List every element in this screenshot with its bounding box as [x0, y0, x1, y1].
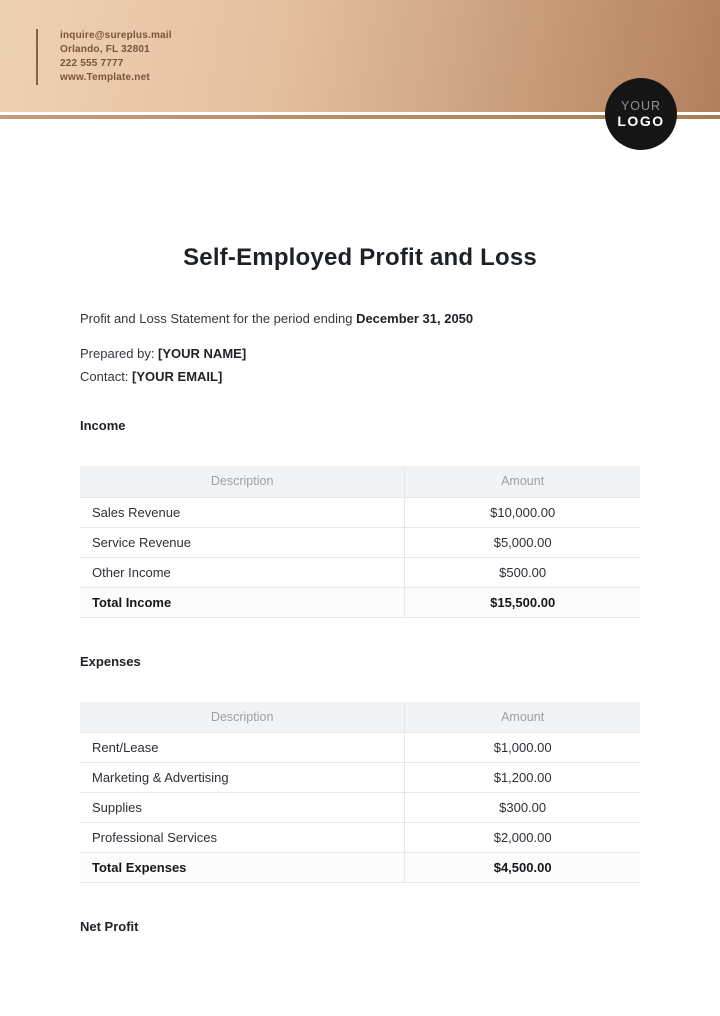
net-profit-section-heading: Net Profit	[80, 919, 139, 934]
prepared-by-label: Prepared by:	[80, 346, 159, 361]
logo-text-logo: LOGO	[617, 113, 665, 129]
description-cell: Service Revenue	[80, 527, 405, 557]
amount-cell: $500.00	[405, 557, 640, 587]
page-title: Self-Employed Profit and Loss	[183, 244, 537, 271]
prepared-by-value: [YOUR NAME]	[158, 346, 247, 361]
contact-block	[36, 29, 172, 85]
description-cell: Sales Revenue	[80, 497, 405, 527]
contact-divider-line	[36, 29, 38, 85]
logo-text-your: YOUR	[620, 99, 662, 113]
amount-cell: $5,000.00	[405, 527, 640, 557]
period-statement	[80, 311, 640, 327]
contact-lines	[60, 29, 172, 85]
amount-cell: $4,500.00	[405, 853, 640, 883]
period-statement-label: Profit and Loss Statement for the period ending	[80, 311, 357, 326]
income-section-heading: Income	[80, 418, 126, 433]
description-cell: Marketing & Advertising	[80, 763, 405, 793]
description-cell: Other Income	[80, 557, 405, 587]
total-row	[80, 853, 640, 883]
company-logo	[605, 78, 677, 150]
contact-label: Contact:	[80, 369, 133, 384]
column-header: Description	[80, 466, 405, 497]
period-end-date: December 31, 2050	[356, 311, 474, 326]
description-cell: Total Expenses	[80, 853, 405, 883]
amount-cell: $300.00	[405, 793, 640, 823]
description-cell: Professional Services	[80, 823, 405, 853]
table-row	[80, 557, 640, 587]
table-row	[80, 793, 640, 823]
income-table-header-row	[80, 466, 640, 497]
column-header: Description	[80, 702, 405, 733]
contact-address: Orlando, FL 32801	[60, 44, 150, 55]
expenses-table-header-row	[80, 702, 640, 733]
table-row	[80, 733, 640, 763]
table-row	[80, 527, 640, 557]
expenses-section-heading: Expenses	[80, 653, 141, 669]
amount-cell: $10,000.00	[405, 497, 640, 527]
contact-value: [YOUR EMAIL]	[132, 369, 223, 384]
column-header: Amount	[405, 702, 640, 733]
contact-website: www.Template.net	[60, 72, 150, 83]
expenses-table	[80, 702, 640, 884]
description-cell: Total Income	[80, 587, 405, 617]
contact-phone: 222 555 7777	[60, 58, 124, 69]
total-row	[80, 587, 640, 617]
table-row	[80, 497, 640, 527]
amount-cell: $2,000.00	[405, 823, 640, 853]
description-cell: Rent/Lease	[80, 733, 405, 763]
meta-block	[80, 342, 640, 388]
table-row	[80, 823, 640, 853]
income-table	[80, 466, 640, 618]
prepared-by-line	[80, 342, 640, 365]
table-row	[80, 763, 640, 793]
amount-cell: $1,000.00	[405, 733, 640, 763]
amount-cell: $15,500.00	[405, 587, 640, 617]
document-body	[0, 243, 720, 935]
contact-line	[80, 365, 640, 388]
column-header: Amount	[405, 466, 640, 497]
description-cell: Supplies	[80, 793, 405, 823]
contact-email: inquire@sureplus.mail	[60, 30, 172, 41]
amount-cell: $1,200.00	[405, 763, 640, 793]
